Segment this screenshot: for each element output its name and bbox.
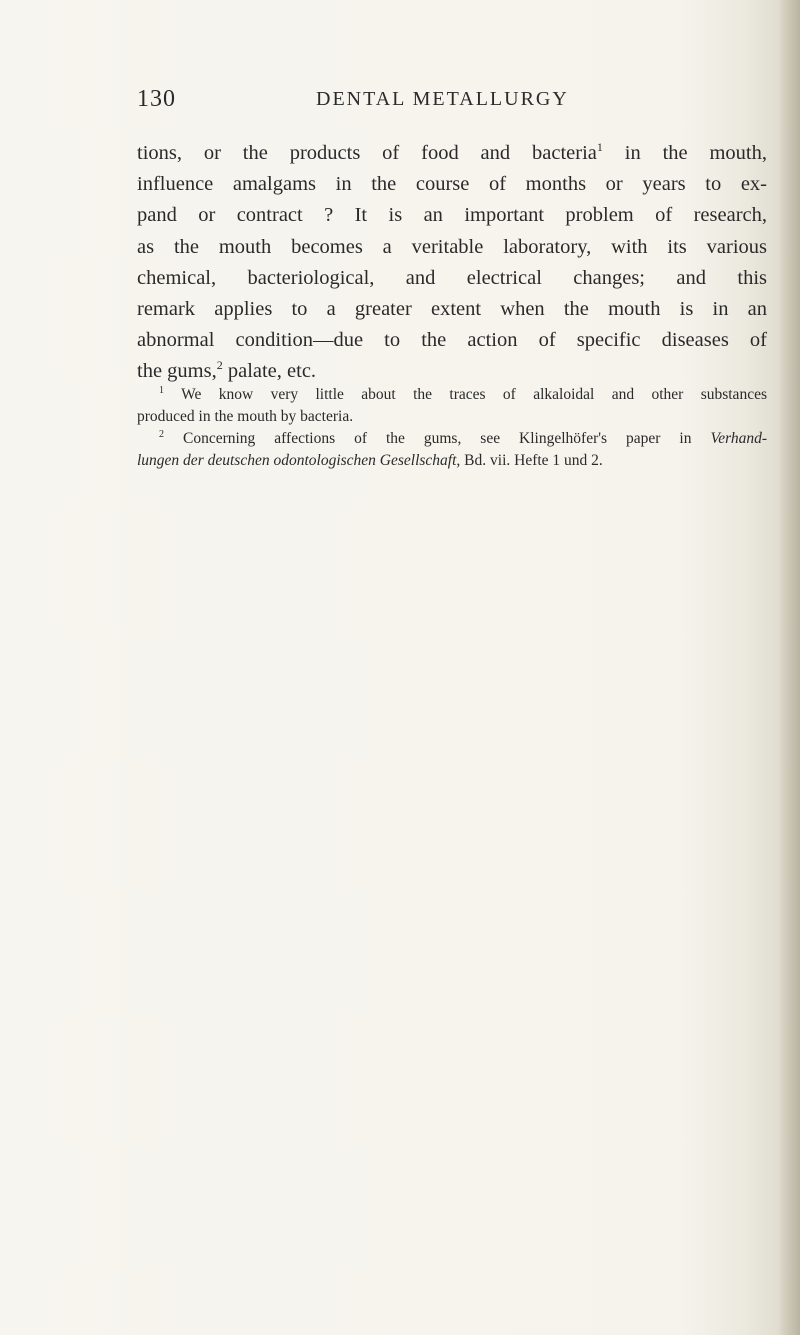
running-title: DENTAL METALLURGY <box>316 88 569 110</box>
footnote-1-continued: produced in the mouth by bacteria. <box>137 408 354 425</box>
footnote-ref-2: 2 <box>216 358 223 373</box>
footnote-2-continued: lungen der deutschen odontologischen Gesellschaft, Bd. vii. Hefte 1 und 2. <box>137 452 603 469</box>
body-line: tions, or the products of food and bacteria$^1$ in the mouth, <box>137 140 767 164</box>
footnotes <box>137 384 767 472</box>
footnote-2: $^2$ Concerning affections of the gums, see Klingelhöfer's paper in Verhand- <box>159 428 768 447</box>
footnote-1: $^1$ We know very little about the traces of alkaloidal and other substances <box>159 384 767 403</box>
body-paragraph <box>137 138 767 388</box>
running-head <box>137 86 697 116</box>
footnote-ref-1: 1 <box>596 140 603 155</box>
page-edge-shadow <box>778 0 800 1335</box>
footnote-2-marker: 2 <box>159 428 164 440</box>
body-line: remark applies to a greater extent when the mouth is in an <box>137 298 767 321</box>
page-number: 130 <box>137 86 176 112</box>
body-line: as the mouth becomes a veritable laboratory, with its various <box>137 235 767 258</box>
footnote-1-marker: 1 <box>159 384 164 396</box>
body-line: influence amalgams in the course of months or years to ex- <box>137 173 767 196</box>
body-line: pand or contract ? It is an important problem of research, <box>137 204 767 227</box>
body-line: chemical, bacteriological, and electrical changes; and this <box>137 266 767 289</box>
body-line: the gums,$^2$ palate, etc. <box>137 358 317 383</box>
body-line: abnormal condition—due to the action of specific diseases of <box>137 329 767 352</box>
